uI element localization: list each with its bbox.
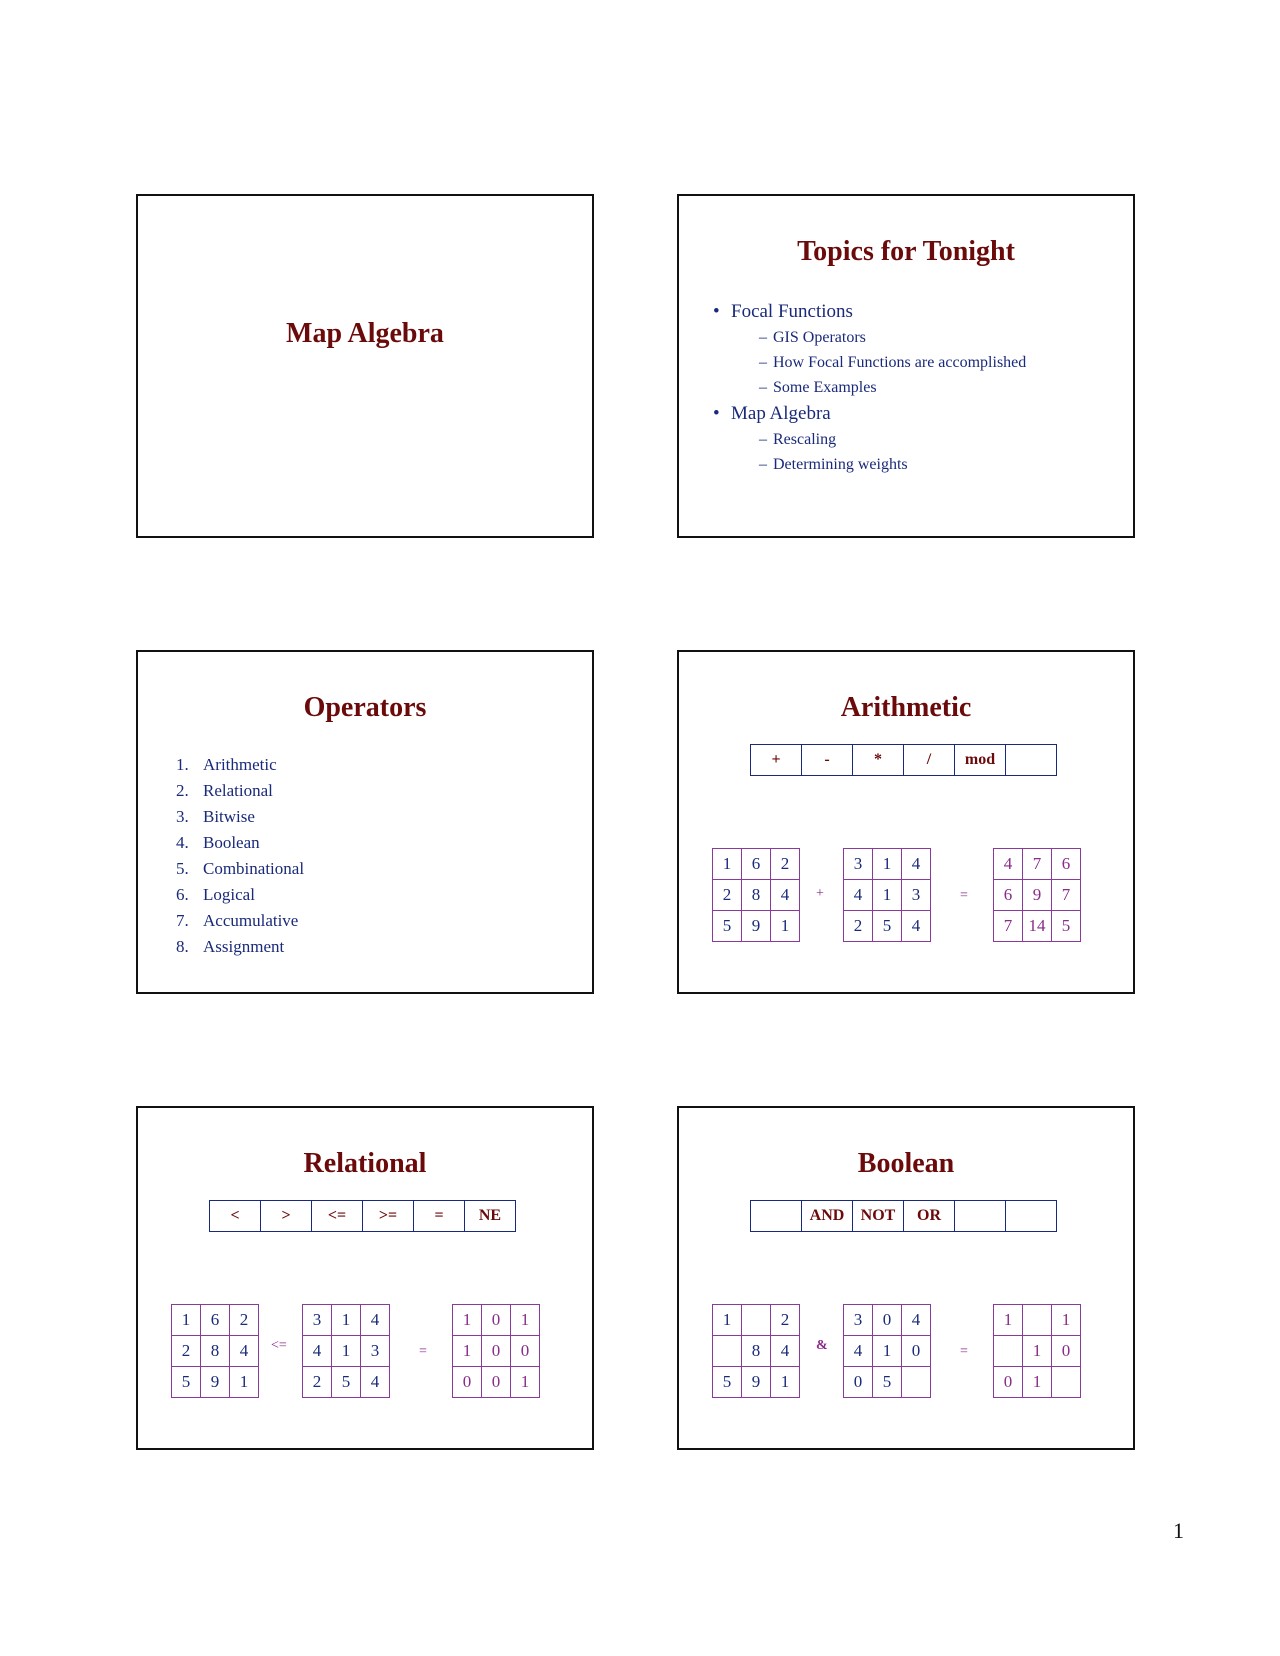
grid-cell: 4 [361,1367,390,1398]
grid-cell: 9 [1023,880,1052,911]
input-grid-a [712,848,800,942]
grid-cell: 3 [844,1305,873,1336]
grid-cell: 4 [994,849,1023,880]
operator-bar [750,744,1057,776]
equals-symbol: = [419,1344,427,1359]
operator-cell [955,1201,1006,1232]
grid-cell: 1 [230,1367,259,1398]
list-item: 3. Bitwise [176,807,255,826]
grid-cell: 0 [844,1367,873,1398]
operator-cell: <= [312,1201,363,1232]
grid-cell: 1 [873,849,902,880]
grid-cell: 4 [902,1305,931,1336]
grid-cell: 9 [742,1367,771,1398]
grid-cell: 1 [511,1367,540,1398]
grid-cell: 7 [994,911,1023,942]
grid-cell: 1 [332,1336,361,1367]
result-grid [993,848,1081,942]
input-grid-b [302,1304,390,1398]
operator-symbol: + [816,886,824,901]
equals-symbol: = [960,888,968,903]
grid-cell: 5 [332,1367,361,1398]
grid-cell: 8 [201,1336,230,1367]
operator-cell: NE [465,1201,516,1232]
grid-cell: 2 [230,1305,259,1336]
grid-cell [1023,1305,1052,1336]
slide-title: Boolean [857,1148,955,1179]
grid-cell: 0 [453,1367,482,1398]
grid-cell: 1 [1023,1367,1052,1398]
grid-cell: 8 [742,880,771,911]
slide-title: Topics for Tonight [797,236,1015,267]
operators-list [176,752,304,960]
slide-map-algebra [136,194,594,538]
grid-cell: 1 [873,1336,902,1367]
grid-cell: 4 [230,1336,259,1367]
slide-boolean [677,1106,1135,1450]
grid-cell: 1 [994,1305,1023,1336]
grid-cell [994,1336,1023,1367]
grid-cell: 3 [303,1305,332,1336]
operator-cell: < [210,1201,261,1232]
grid-cell: 2 [303,1367,332,1398]
grid-cell: 2 [844,911,873,942]
input-grid-a [712,1304,800,1398]
slide-relational [136,1106,594,1450]
sub-bullet-item: – How Focal Functions are accomplished [713,350,1026,375]
grid-cell: 5 [713,1367,742,1398]
grid-cell: 0 [873,1305,902,1336]
bullet-item: • Focal Functions [713,298,1026,325]
grid-cell: 2 [771,849,800,880]
grid-cell: 4 [361,1305,390,1336]
sub-bullet-item: – Determining weights [713,452,1026,477]
grid-cell: 1 [511,1305,540,1336]
sub-bullet-item: – Rescaling [713,427,1026,452]
grid-cell: 4 [844,1336,873,1367]
grid-cell: 5 [873,911,902,942]
grid-cell: 1 [771,911,800,942]
grid-cell: 0 [482,1305,511,1336]
grid-cell: 5 [1052,911,1081,942]
grid-cell: 9 [201,1367,230,1398]
grid-cell: 1 [453,1336,482,1367]
grid-cell: 0 [902,1336,931,1367]
slide-topics [677,194,1135,538]
input-grid-a [171,1304,259,1398]
operator-cell [1006,1201,1057,1232]
grid-cell: 5 [713,911,742,942]
grid-cell: 6 [1052,849,1081,880]
slide-title: Operators [303,692,427,723]
operator-bar [209,1200,516,1232]
grid-cell: 1 [771,1367,800,1398]
grid-cell: 5 [873,1367,902,1398]
list-item: 5. Combinational [176,859,305,878]
list-item: 6. Logical [176,885,255,904]
grid-cell: 9 [742,911,771,942]
slide-operators [136,650,594,994]
grid-cell: 14 [1023,911,1052,942]
grid-cell: 5 [172,1367,201,1398]
grid-cell: 4 [303,1336,332,1367]
topics-list [713,298,1026,477]
list-item: 2. Relational [176,781,273,800]
operator-cell: mod [955,745,1006,776]
list-item: 8. Assignment [176,937,285,956]
grid-cell: 4 [844,880,873,911]
result-grid [993,1304,1081,1398]
grid-cell: 0 [482,1367,511,1398]
operator-cell: + [751,745,802,776]
grid-cell: 0 [994,1367,1023,1398]
slide-title: Relational [303,1148,427,1179]
operator-cell: - [802,745,853,776]
result-grid [452,1304,540,1398]
grid-cell: 1 [873,880,902,911]
operator-cell: OR [904,1201,955,1232]
grid-cell: 2 [771,1305,800,1336]
grid-cell: 6 [742,849,771,880]
grid-cell: 1 [1052,1305,1081,1336]
slide-title: Map Algebra [286,318,444,349]
grid-cell: 4 [771,1336,800,1367]
grid-cell: 3 [361,1336,390,1367]
sub-bullet-item: – GIS Operators [713,325,1026,350]
grid-cell: 7 [1023,849,1052,880]
grid-cell [1052,1367,1081,1398]
grid-cell: 1 [713,1305,742,1336]
sub-bullet-item: – Some Examples [713,375,1026,400]
grid-cell: 6 [994,880,1023,911]
grid-cell [902,1367,931,1398]
list-item: 7. Accumulative [176,911,299,930]
grid-cell: 4 [771,880,800,911]
slide-title: Arithmetic [840,692,972,723]
grid-cell: 8 [742,1336,771,1367]
grid-cell: 0 [482,1336,511,1367]
operator-cell: >= [363,1201,414,1232]
grid-cell: 2 [713,880,742,911]
operator-symbol: & [816,1338,828,1353]
grid-cell [742,1305,771,1336]
grid-cell: 7 [1052,880,1081,911]
grid-cell: 0 [511,1336,540,1367]
list-item: 4. Boolean [176,833,260,852]
grid-cell: 1 [1023,1336,1052,1367]
grid-cell: 0 [1052,1336,1081,1367]
grid-cell: 1 [172,1305,201,1336]
operator-cell: AND [802,1201,853,1232]
grid-cell: 1 [453,1305,482,1336]
grid-cell: 1 [713,849,742,880]
grid-cell [713,1336,742,1367]
operator-cell: NOT [853,1201,904,1232]
operator-cell [751,1201,802,1232]
operator-cell [1006,745,1057,776]
slide-arithmetic [677,650,1135,994]
grid-cell: 2 [172,1336,201,1367]
grid-cell: 1 [332,1305,361,1336]
grid-cell: 3 [902,880,931,911]
equals-symbol: = [960,1344,968,1359]
grid-cell: 3 [844,849,873,880]
operator-cell: / [904,745,955,776]
operator-bar [750,1200,1057,1232]
page-number: 1 [1173,1518,1184,1543]
input-grid-b [843,848,931,942]
operator-cell: * [853,745,904,776]
list-item: 1. Arithmetic [176,755,277,774]
grid-cell: 4 [902,911,931,942]
bullet-item: • Map Algebra [713,400,1026,427]
grid-cell: 6 [201,1305,230,1336]
operator-symbol: <= [271,1338,287,1353]
operator-cell: = [414,1201,465,1232]
grid-cell: 4 [902,849,931,880]
input-grid-b [843,1304,931,1398]
operator-cell: > [261,1201,312,1232]
